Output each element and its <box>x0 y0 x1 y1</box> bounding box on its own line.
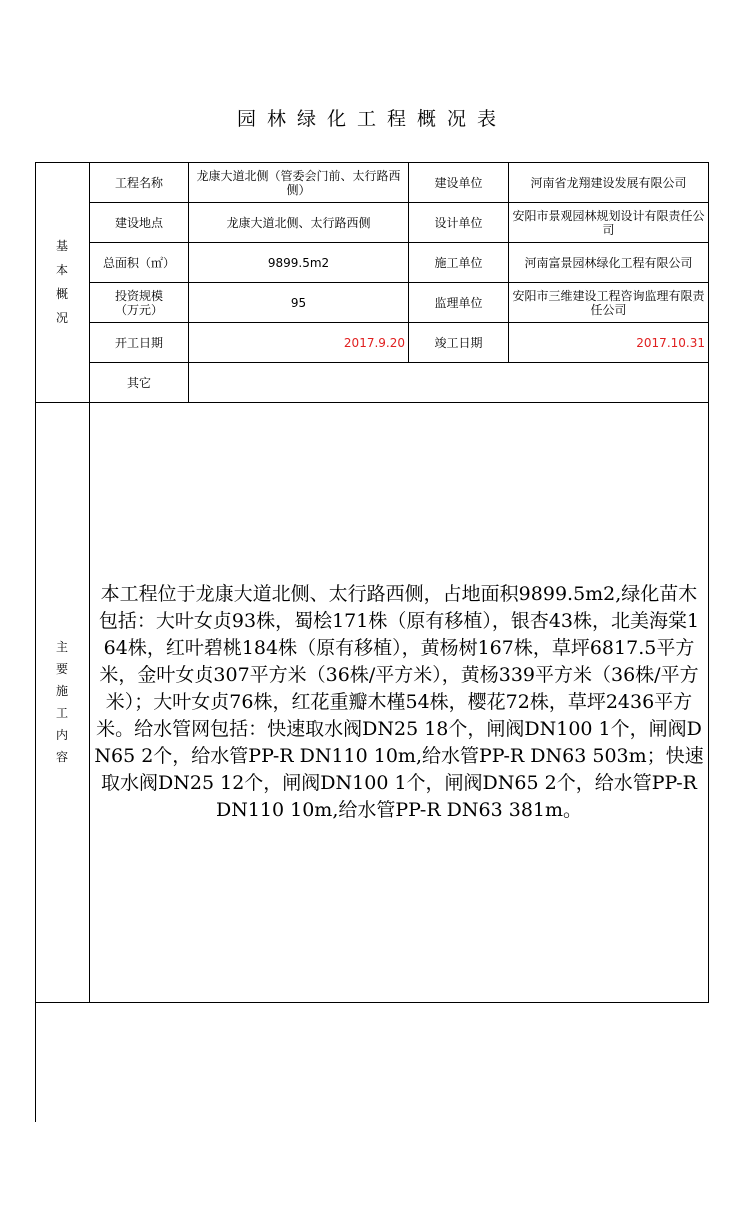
other-value <box>189 363 708 402</box>
start-date-label: 开工日期 <box>114 335 163 350</box>
supervisor-label: 监理单位 <box>434 295 483 310</box>
other-label: 其它 <box>126 375 151 390</box>
area-label: 总面积（㎡） <box>102 255 175 270</box>
investment-label: 投资规模（万元） <box>114 288 163 317</box>
builder-label: 建设单位 <box>434 175 483 190</box>
contractor-value: 河南富景园林绿化工程有限公司 <box>524 255 693 270</box>
area-value: 9899.5m2 <box>267 255 330 270</box>
section-main-content-label: 主 要 施 工 内 容 <box>55 640 68 764</box>
designer-label: 设计单位 <box>434 215 483 230</box>
section-basic-overview-label: 基 本 概 况 <box>55 239 68 325</box>
location-value: 龙康大道北侧、太行路西侧 <box>226 215 371 230</box>
main-content-text: 本工程位于龙康大道北侧、太行路西侧，占地面积9899.5m2,绿化苗木包括：大叶女贞93株，蜀桧171株（原有移植），银杏43株，北美海棠164株，红叶碧桃184株（原有移植），黄杨树167株，草坪6817.5平方米，金叶女贞307平方米（36株/平方米），黄杨339平方米（36株/平方米）；大叶女贞76株，红花重瓣木槿54株，樱花72株，草坪2436平方米。给水管网包括：快速取水阀DN25 18个，闸阀DN100 1个，闸阀DN65 2个，给水管PP-R DN110 10m,给水管PP-R DN63 503m；快速取水阀DN25 12个，闸阀DN100 1个，闸阀DN65 2个，给水管PP-R DN110 10m,给水管PP-R DN63 381m。 <box>94 583 704 821</box>
page-title: 园林绿化工程概况表 <box>236 108 507 130</box>
start-date-value: 2017.9.20 <box>343 335 405 350</box>
designer-value: 安阳市景观园林规划设计有限责任公司 <box>512 208 705 237</box>
supervisor-value: 安阳市三维建设工程咨询监理有限责任公司 <box>512 288 705 317</box>
project-name-value: 龙康大道北侧（管委会门前、太行路西侧） <box>196 168 401 197</box>
investment-value: 95 <box>290 295 307 310</box>
finish-date-label: 竣工日期 <box>434 335 483 350</box>
builder-value: 河南省龙翔建设发展有限公司 <box>530 175 687 190</box>
project-name-label: 工程名称 <box>114 175 163 190</box>
contractor-label: 施工单位 <box>434 255 483 270</box>
location-label: 建设地点 <box>114 215 163 230</box>
finish-date-value: 2017.10.31 <box>636 335 705 350</box>
section-divider <box>35 1002 709 1003</box>
